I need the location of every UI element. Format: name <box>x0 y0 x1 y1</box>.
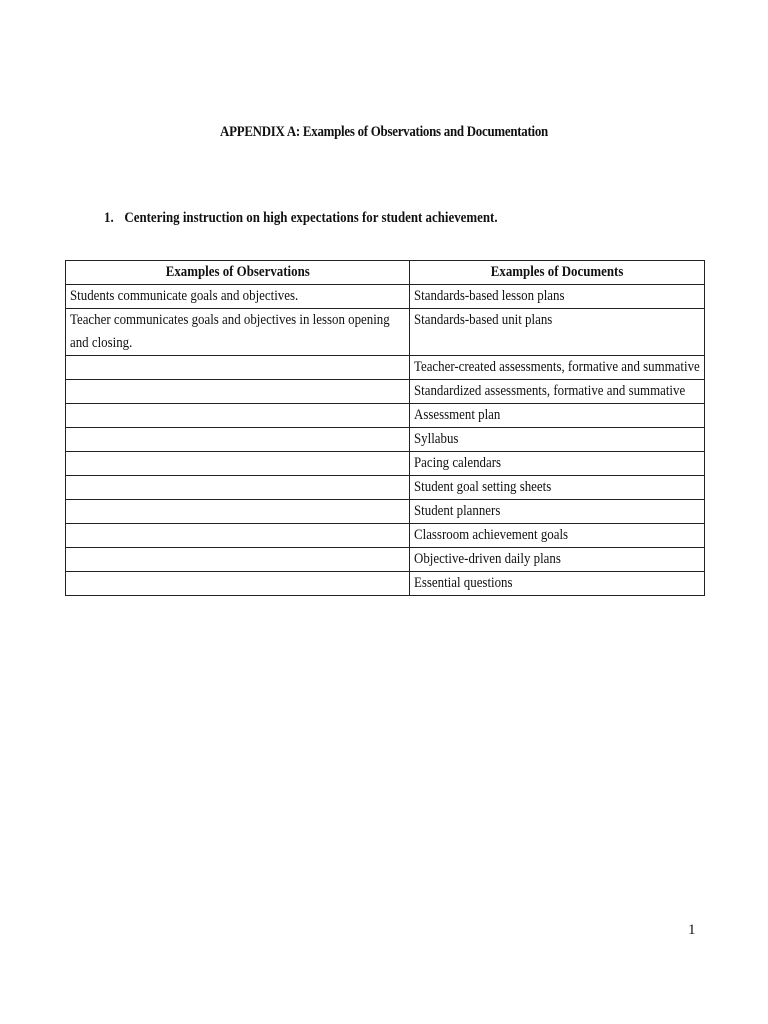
document-cell: Student planners <box>410 500 705 524</box>
table-row <box>66 476 705 500</box>
observation-cell <box>66 404 410 428</box>
observation-cell: Students communicate goals and objectives. <box>66 285 410 309</box>
observation-cell <box>66 452 410 476</box>
document-cell: Assessment plan <box>410 404 705 428</box>
document-cell: Objective-driven daily plans <box>410 548 705 572</box>
observation-cell <box>66 428 410 452</box>
document-cell: Standards-based lesson plans <box>410 285 705 309</box>
document-cell: Standards-based unit plans <box>410 309 705 356</box>
observation-cell <box>66 500 410 524</box>
observation-cell <box>66 356 410 380</box>
section-heading <box>104 210 498 227</box>
header-documents: Examples of Documents <box>410 261 705 285</box>
table-row <box>66 309 705 356</box>
table-row <box>66 524 705 548</box>
section-number: 1. <box>104 210 114 226</box>
table-row <box>66 380 705 404</box>
observation-cell <box>66 524 410 548</box>
document-cell: Student goal setting sheets <box>410 476 705 500</box>
table-row <box>66 428 705 452</box>
table-row <box>66 285 705 309</box>
document-cell: Essential questions <box>410 572 705 596</box>
table-row <box>66 548 705 572</box>
document-title <box>54 124 714 141</box>
observations-documents-table <box>65 260 705 596</box>
observation-cell <box>66 380 410 404</box>
document-cell: Classroom achievement goals <box>410 524 705 548</box>
table-row <box>66 356 705 380</box>
document-cell: Teacher-created assessments, formative and summative <box>410 356 705 380</box>
document-cell: Syllabus <box>410 428 705 452</box>
header-observations: Examples of Observations <box>66 261 410 285</box>
table-row <box>66 404 705 428</box>
observation-cell <box>66 476 410 500</box>
section-heading-text: Centering instruction on high expectations for student achievement. <box>124 210 498 226</box>
document-title-text: APPENDIX A: Examples of Observations and Documentation <box>220 124 548 140</box>
page-number: 1 <box>688 922 696 938</box>
table-row <box>66 452 705 476</box>
table-row <box>66 500 705 524</box>
document-cell: Standardized assessments, formative and summative <box>410 380 705 404</box>
table-row <box>66 572 705 596</box>
table-header-row <box>66 261 705 285</box>
observation-cell <box>66 548 410 572</box>
document-cell: Pacing calendars <box>410 452 705 476</box>
observation-cell: Teacher communicates goals and objectives in lesson opening and closing. <box>66 309 410 356</box>
observation-cell <box>66 572 410 596</box>
